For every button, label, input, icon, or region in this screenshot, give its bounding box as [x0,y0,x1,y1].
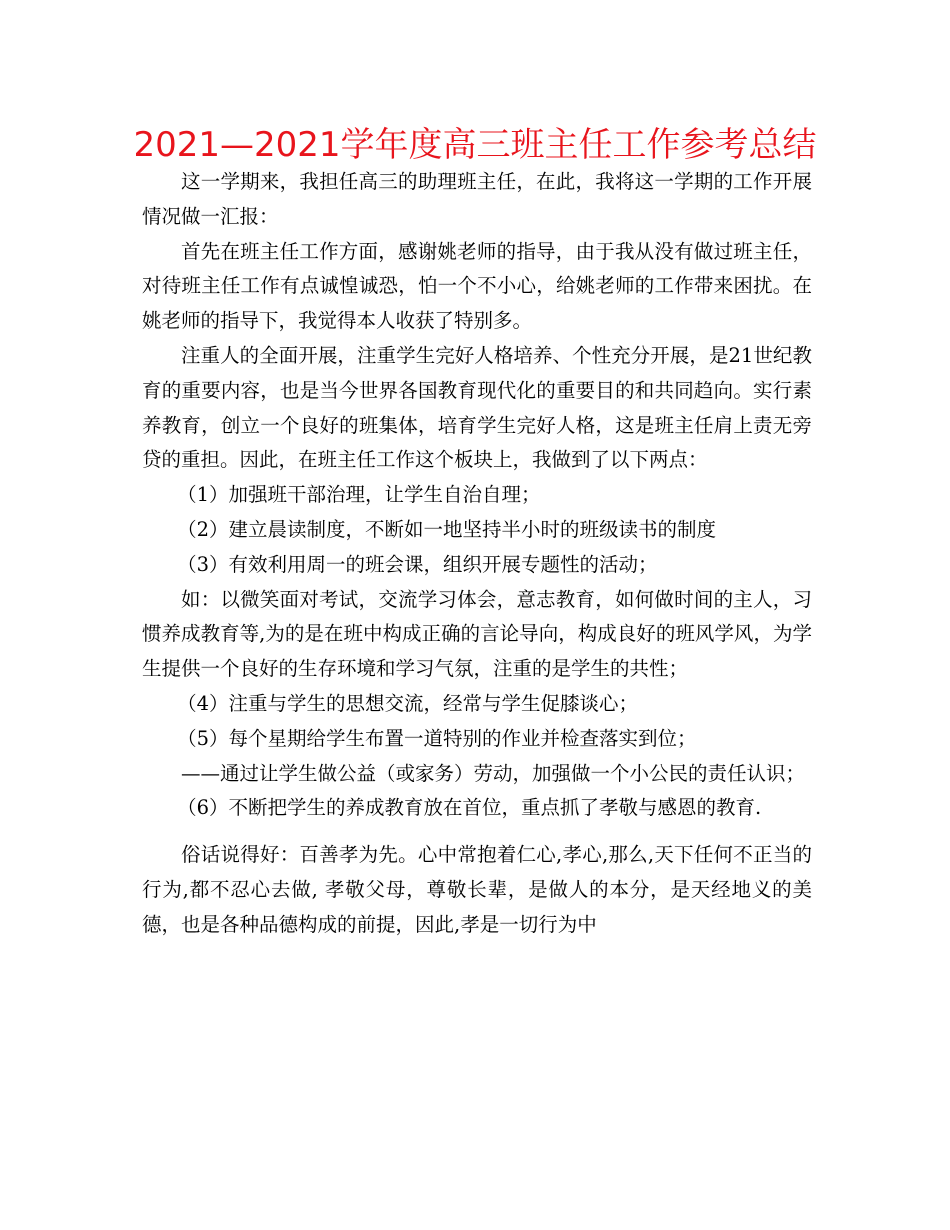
document-body [142,165,812,943]
paragraph-intro: 这一学期来，我担任高三的助理班主任，在此，我将这一学期的工作开展情况做一汇报： [142,170,812,228]
paragraph-example: 如：以微笑面对考试，交流学习体会，意志教育，如何做时间的主人，习惯养成教育等,为的是在班中构成正确的言论导向，构成良好的班风学风，为学生提供一个良好的生存环境和学习气氛，注重的是学生的共性； [142,587,812,681]
paragraph-guidance: 首先在班主任工作方面，感谢姚老师的指导，由于我从没有做过班主任，对待班主任工作有点诚惶诚恐，怕一个不小心，给姚老师的工作带来困扰。在姚老师的指导下，我觉得本人收获了特别多。 [142,239,812,333]
list-item-2: （2）建立晨读制度，不断如一地坚持半小时的班级读书的制度 [177,517,717,541]
list-item-4: （4）注重与学生的思想交流，经常与学生促膝谈心； [177,691,639,715]
list-item-1: （1）加强班干部治理，让学生自治自理； [177,483,541,507]
list-item-6: （6）不断把学生的养成教育放在首位，重点抓了孝敬与感恩的教育. [177,796,762,820]
list-item-5: （5）每个星期给学生布置一道特别的作业并检查落实到位； [177,726,697,750]
paragraph-development: 注重人的全面开展，注重学生完好人格培养、个性充分开展，是21世纪教育的重要内容，也是当今世界各国教育现代化的重要目的和共同趋向。实行素养教育，创立一个良好的班集体，培育学生完好人格，这是班主任肩上责无旁贷的重担。因此，在班主任工作这个板块上，我做到了以下两点： [142,343,812,472]
list-item-3: （3）有效利用周一的班会课，组织开展专题性的活动； [177,552,658,576]
paragraph-public-service: ——通过让学生做公益（或家务）劳动，加强做一个小公民的责任认识； [181,761,806,785]
document-title: 2021—2021学年度高三班主任工作参考总结 [133,125,817,165]
paragraph-filial-piety: 俗话说得好：百善孝为先。心中常抱着仁心,孝心,那么,天下任何不正当的行为,都不忍心去做, 孝敬父母，尊敬长辈，是做人的本分，是天经地义的美德，也是各种品德构成的前提，因此,孝是一切行为中 [142,843,812,936]
